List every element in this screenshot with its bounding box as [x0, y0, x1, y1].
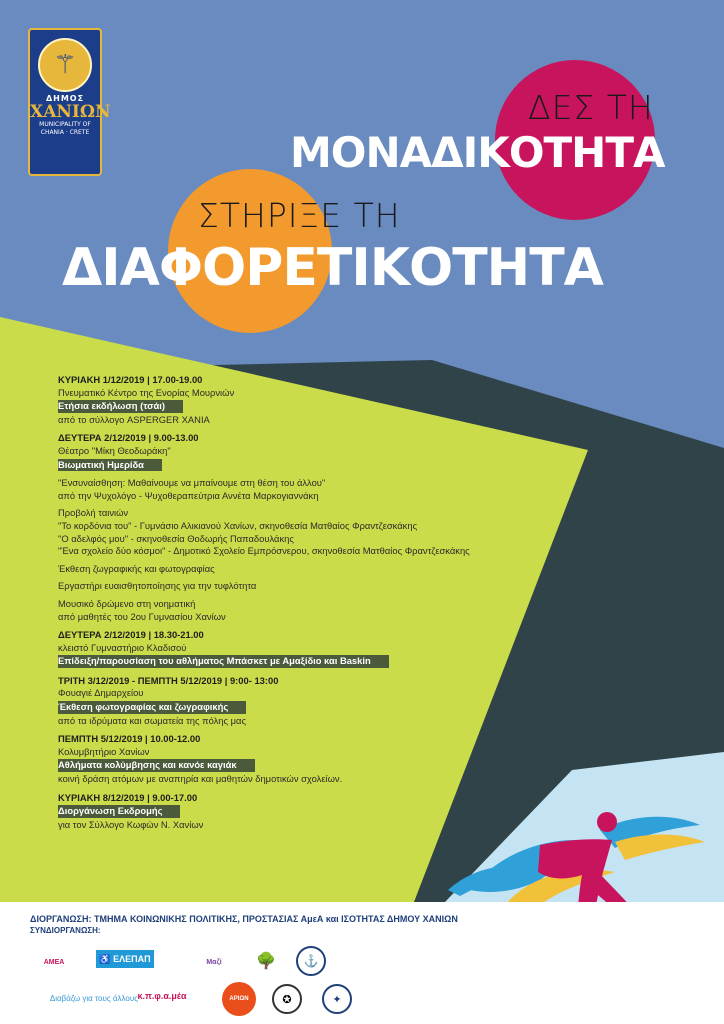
program-item-6: [58, 792, 538, 832]
program-item-1: [58, 374, 538, 426]
organizer-text: ΔΙΟΡΓΑΝΩΣΗ: ΤΜΗΜΑ ΚΟΙΝΩΝΙΚΗΣ ΠΟΛΙΤΙΚΗΣ, ΠΡΟΣΤΑΣΙΑΣ ΑμεΑ και ΙΣΟΤΗΤΑΣ ΔΗΜΟΥ ΧΑΝΙΩΝ: [30, 914, 458, 924]
sponsor-seal-icon: ✪: [272, 984, 302, 1014]
program-item-4: [58, 675, 538, 727]
films-title: Προβολή ταινιών: [58, 507, 129, 519]
headline-see: ΔΕΣ ΤΗ: [528, 88, 654, 127]
sponsor-kapa-label: κ.π.φ.α.μέα: [137, 991, 187, 1001]
co-organizers-label: ΣΥΝΔΙΟΡΓΑΝΩΣΗ:: [30, 926, 101, 935]
sponsor-kapa-logo: [122, 988, 202, 1004]
program-line: από την Ψυχολόγο - Ψυχοθεραπεύτρια Αννέτα Μαρκογιαννάκη: [58, 489, 319, 501]
sponsor-diavazo-label: Διαβάζω για τους άλλους: [49, 993, 139, 1003]
program-event-highlight: Βιωματική Ημερίδα: [58, 459, 162, 472]
municipality-logo: [28, 28, 111, 176]
program-organizer: κοινή δράση ατόμων με αναπηρία και μαθητών δημοτικών σχολείων.: [58, 773, 343, 785]
sponsor-arion-label: ΑΡΙΩΝ: [229, 996, 249, 1002]
program-venue: Φουαγιέ Δημαρχείου: [58, 687, 144, 699]
program-line: "Ενσυναίσθηση: Μαθαίνουμε να μπαίνουμε στη θέση του άλλου": [58, 477, 326, 489]
tree-logo-icon: 🌳: [256, 953, 276, 970]
program-line: από μαθητές του 2ου Γυμνασίου Χανίων: [58, 610, 226, 622]
film-line: "Το κορδόνια του" - Γυμνάσιο Αλικιανού Χανίων, σκηνοθεσία Ματθαίος Φραντζεσκάκης: [58, 519, 418, 531]
program-line: Εργαστήρι ευαισθητοποίησης για την τυφλότητα: [58, 580, 257, 592]
footer: [0, 902, 724, 1024]
program-organizer: από τα ιδρύματα και σωματεία της πόλης μας: [58, 714, 246, 726]
headline-support: ΣΤΗΡΙΞΕ ΤΗ: [198, 196, 401, 235]
headline-diversity: ΔΙΑΦΟΡΕΤΙΚΟΤΗΤΑ: [62, 238, 603, 298]
headline-uniqueness: ΜΟΝΑΔΙΚΟΤΗΤΑ: [290, 128, 665, 177]
sponsor-emblem-icon: ✦: [322, 984, 352, 1014]
film-line: "Ένα σχολείο δύο κόσμοι" - Δημοτικό Σχολείο Εμπρόσνερου, σκηνοθεσία Ματθαίος Φραντζεσκάκης: [58, 545, 470, 557]
program-item-5: [58, 733, 538, 785]
logo-line-2: ΧΑΝΙΩΝ: [30, 102, 111, 122]
program-line: Μουσικό δρώμενο στη νοηματική: [58, 597, 196, 609]
sponsor-mazi-logo: [192, 946, 236, 978]
program-date: ΚΥΡΙΑΚΗ 8/12/2019 | 9.00-17.00: [58, 791, 198, 803]
sponsor-mazi-label: Μαζί: [206, 958, 222, 966]
sponsor-circle-logo-icon: ⚓: [296, 946, 326, 976]
program-date: ΠΕΜΠΤΗ 5/12/2019 | 10.00-12.00: [58, 733, 201, 745]
program-event-highlight: Ετήσια εκδήλωση (τσάι): [58, 400, 183, 413]
program-organizer: για τον Σύλλογο Κωφών Ν. Χανίων: [58, 818, 204, 830]
municipality-seal-icon: ⚚: [38, 38, 92, 92]
program-venue: Θέατρο "Μίκη Θεοδωράκη": [58, 444, 171, 456]
program-item-2: [58, 432, 538, 623]
logo-line-4: CHANIA · CRETE: [40, 129, 90, 136]
event-program: [58, 374, 538, 837]
sponsor-elepap-logo: [96, 950, 154, 968]
logo-line-3: MUNICIPALITY OF: [39, 121, 91, 128]
program-date: ΔΕΥΤΕΡΑ 2/12/2019 | 18.30-21.00: [58, 629, 204, 641]
sponsor-elepap-label: ΕΛΕΠΑΠ: [113, 954, 151, 964]
program-line: Έκθεση ζωγραφικής και φωτογραφίας: [58, 562, 215, 574]
program-event-highlight: Αθλήματα κολύμβησης και κανόε καγιάκ: [58, 759, 255, 772]
program-venue: Κολυμβητήριο Χανίων: [58, 745, 150, 757]
logo-line-1: ΔΗΜΟΣ: [45, 94, 85, 103]
wheelchair-icon: ♿: [99, 953, 111, 964]
program-date: ΤΡΙΤΗ 3/12/2019 - ΠΕΜΠΤΗ 5/12/2019 | 9:00- 13:00: [58, 674, 279, 686]
program-organizer: από το σύλλογο ASPERGER ΧΑΝΙΑ: [58, 413, 210, 425]
program-event-highlight: Έκθεση φωτογραφίας και ζωγραφικής: [58, 701, 246, 714]
program-event-highlight: Επίδειξη/παρουσίαση του αθλήματος Μπάσκετ με Αμαξίδιο και Baskin: [58, 655, 389, 668]
film-line: "Ο αδελφός μου" - σκηνοθεσία Θοδωρής Παπαδουλάκης: [58, 532, 294, 544]
sponsor-amea-label: ΑΜΕΑ: [43, 958, 65, 966]
program-venue: κλειστό Γυμναστήριο Κλαδισού: [58, 641, 187, 653]
program-event-highlight: Διοργάνωση Εκδρομής: [58, 805, 180, 818]
program-date: ΔΕΥΤΕΡΑ 2/12/2019 | 9.00-13.00: [58, 432, 199, 444]
program-date: ΚΥΡΙΑΚΗ 1/12/2019 | 17.00-19.00: [58, 374, 203, 385]
program-venue: Πνευματικό Κέντρο της Ενορίας Μουρνιών: [58, 386, 235, 398]
program-item-3: [58, 629, 538, 669]
sponsor-amea-logo: [32, 946, 76, 978]
sponsor-arion-logo: [222, 982, 256, 1016]
